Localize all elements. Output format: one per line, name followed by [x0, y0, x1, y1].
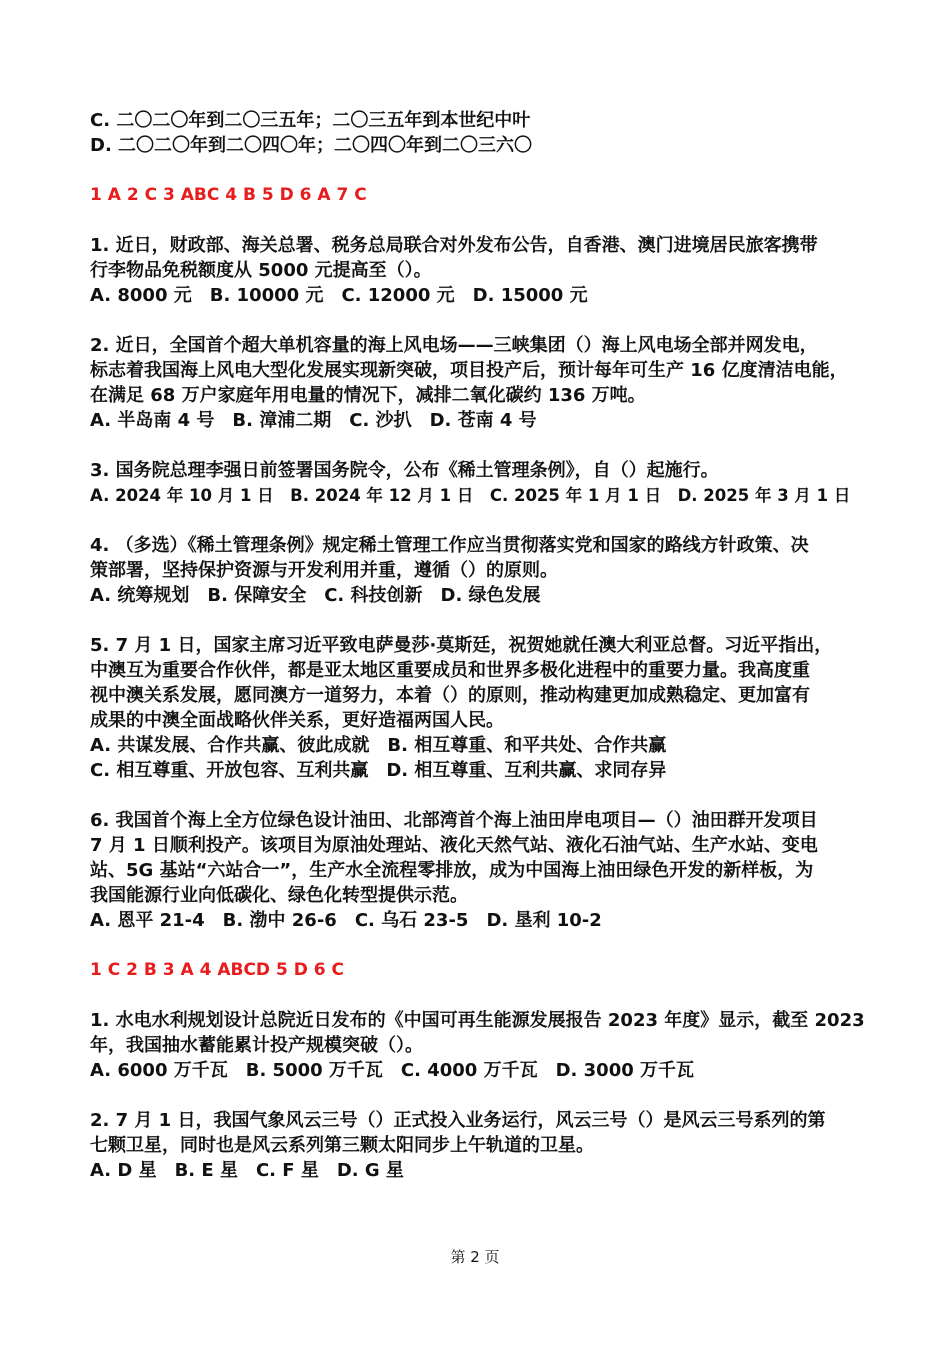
question-1	[90, 233, 865, 308]
question-4	[90, 533, 865, 608]
question-line: 年，我国抽水蓄能累计投产规模突破（）。	[90, 1035, 423, 1056]
question-line: 行李物品免税额度从 5000 元提高至（）。	[90, 260, 432, 281]
question-6	[90, 808, 865, 933]
option-line: A. 8000 元 B. 10000 元 C. 12000 元 D. 15000 元	[90, 285, 588, 306]
question-2	[90, 333, 865, 433]
question-line: 1. 水电水利规划设计总院近日发布的《中国可再生能源发展报告 2023 年度》显示，截至 2023	[90, 1010, 865, 1031]
document-body	[90, 108, 865, 1183]
option-line: A. 6000 万千瓦 B. 5000 万千瓦 C. 4000 万千瓦 D. 3000 万千瓦	[90, 1060, 695, 1081]
question-line: 7 月 1 日顺利投产。该项目为原油处理站、液化天然气站、液化石油气站、生产水站、变电	[90, 835, 818, 856]
question-line: 我国能源行业向低碳化、绿色化转型提供示范。	[90, 885, 468, 906]
question-line: 4. （多选）《稀土管理条例》规定稀土管理工作应当贯彻落实党和国家的路线方针政策、决	[90, 535, 809, 556]
question-line: 视中澳关系发展，愿同澳方一道努力，本着（）的原则，推动构建更加成熟稳定、更加富有	[90, 685, 810, 706]
answer-key-2: 1 C 2 B 3 A 4 ABCD 5 D 6 C	[90, 960, 344, 980]
option-line: A. 共谋发展、合作共赢、彼此成就 B. 相互尊重、和平共处、合作共赢	[90, 735, 667, 756]
question-line: 2. 近日，全国首个超大单机容量的海上风电场——三峡集团（）海上风电场全部并网发电，	[90, 335, 818, 356]
option-line: A. 恩平 21-4 B. 渤中 26-6 C. 乌石 23-5 D. 垦利 10-2	[90, 910, 602, 931]
option-line: C. 二〇二〇年到二〇三五年；二〇三五年到本世纪中叶	[90, 110, 531, 131]
question-line: 6. 我国首个海上全方位绿色设计油田、北部湾首个海上油田岸电项目—（）油田群开发项目	[90, 810, 818, 831]
question-2-1	[90, 1008, 865, 1083]
page-number: 第 2 页	[450, 1248, 500, 1266]
question-line: 2. 7 月 1 日，我国气象风云三号（）正式投入业务运行，风云三号（）是风云三号系列的第	[90, 1110, 826, 1131]
option-line: A. 统筹规划 B. 保障安全 C. 科技创新 D. 绿色发展	[90, 585, 541, 606]
question-line: 策部署，坚持保护资源与开发利用并重，遵循（）的原则。	[90, 560, 558, 581]
question-line: 中澳互为重要合作伙伴，都是亚太地区重要成员和世界多极化进程中的重要力量。我高度重	[90, 660, 810, 681]
answer-key-1: 1 A 2 C 3 ABC 4 B 5 D 6 A 7 C	[90, 185, 367, 205]
option-line: C. 相互尊重、开放包容、互利共赢 D. 相互尊重、互利共赢、求同存异	[90, 760, 667, 781]
question-line: 标志着我国海上风电大型化发展实现新突破，项目投产后，预计每年可生产 16 亿度清洁电能，	[90, 360, 848, 381]
option-line: A. D 星 B. E 星 C. F 星 D. G 星	[90, 1160, 404, 1181]
question-3	[90, 458, 865, 508]
question-line: 1. 近日，财政部、海关总署、税务总局联合对外发布公告，自香港、澳门进境居民旅客携带	[90, 235, 818, 256]
question-5	[90, 633, 865, 783]
intro-options	[90, 108, 865, 158]
question-line: 成果的中澳全面战略伙伴关系，更好造福两国人民。	[90, 710, 504, 731]
option-line: A. 半岛南 4 号 B. 漳浦二期 C. 沙扒 D. 苍南 4 号	[90, 410, 537, 431]
question-line: 七颗卫星，同时也是风云系列第三颗太阳同步上午轨道的卫星。	[90, 1135, 594, 1156]
question-line: 5. 7 月 1 日，国家主席习近平致电萨曼莎·莫斯廷，祝贺她就任澳大利亚总督。习近平指出，	[90, 635, 833, 656]
question-2-2	[90, 1108, 865, 1183]
question-line: 站、5G 基站“六站合一”，生产水全流程零排放，成为中国海上油田绿色开发的新样板，为	[90, 860, 814, 881]
question-line: 在满足 68 万户家庭年用电量的情况下，减排二氧化碳约 136 万吨。	[90, 385, 646, 406]
question-line: 3. 国务院总理李强日前签署国务院令，公布《稀土管理条例》，自（）起施行。	[90, 460, 719, 481]
option-line: A. 2024 年 10 月 1 日 B. 2024 年 12 月 1 日 C. 2025 年 1 月 1 日 D. 2025 年 3 月 1 日	[90, 486, 851, 505]
option-line: D. 二〇二〇年到二〇四〇年；二〇四〇年到二〇三六〇	[90, 135, 533, 156]
